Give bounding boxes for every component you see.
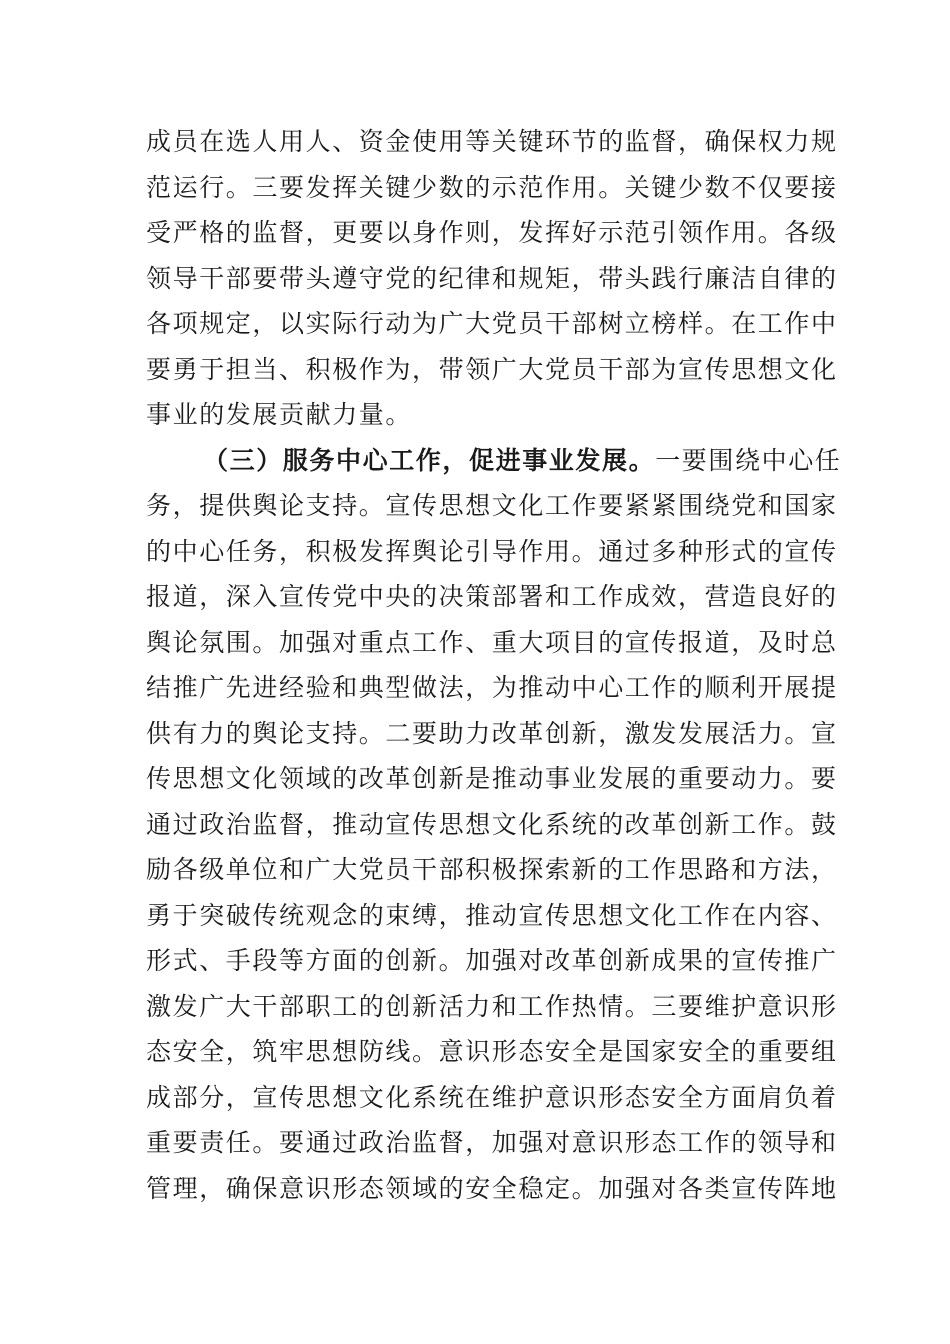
text-line: 态安全，筑牢思想防线。意识形态安全是国家安全的重要组 (146, 1037, 838, 1066)
text-line: 重要责任。要通过政治监督，加强对意识形态工作的领导和 (146, 1128, 838, 1157)
text-line: 励各级单位和广大党员干部积极探索新的工作思路和方法， (146, 855, 838, 884)
text-line: 务，提供舆论支持。宣传思想文化工作要紧紧围绕党和国家 (146, 491, 838, 520)
text-line: 成员在选人用人、资金使用等关键环节的监督，确保权力规 (146, 127, 838, 156)
text-line: 传思想文化领域的改革创新是推动事业发展的重要动力。要 (146, 764, 838, 793)
text-line: 通过政治监督，推动宣传思想文化系统的改革创新工作。鼓 (146, 809, 838, 839)
text-line: 激发广大干部职工的创新活力和工作热情。三要维护意识形 (146, 991, 838, 1021)
text-line: 领导干部要带头遵守党的纪律和规矩，带头践行廉洁自律的 (146, 263, 838, 293)
text-line: 受严格的监督，更要以身作则，发挥好示范引领作用。各级 (146, 218, 838, 247)
text-line: 形式、手段等方面的创新。加强对改革创新成果的宣传推广 (146, 946, 838, 975)
text-line: 结推广先进经验和典型做法，为推动中心工作的顺利开展提 (146, 673, 838, 702)
text-line: 事业的发展贡献力量。 (146, 400, 413, 429)
paragraph-2 (146, 438, 842, 1212)
text-line: 管理，确保意识形态领域的安全稳定。加强对各类宣传阵地 (146, 1173, 838, 1203)
section-heading: （三）服务中心工作，促进事业发展。 (203, 445, 656, 475)
text-line: 报道，深入宣传党中央的决策部署和工作成效，营造良好的 (146, 582, 838, 611)
text-line: 范运行。三要发挥关键少数的示范作用。关键少数不仅要接 (146, 172, 838, 202)
text-line: 的中心任务，积极发挥舆论引导作用。通过多种形式的宣传 (146, 536, 838, 566)
text-line: 要勇于担当、积极作为，带领广大党员干部为宣传思想文化 (146, 354, 838, 384)
text-line: 舆论氛围。加强对重点工作、重大项目的宣传报道，及时总 (146, 627, 838, 657)
text-line: 成部分，宣传思想文化系统在维护意识形态安全方面肩负着 (146, 1082, 838, 1112)
paragraph-first-line (146, 438, 842, 484)
paragraph-1 (146, 119, 838, 438)
text-line: 供有力的舆论支持。二要助力改革创新，激发发展活力。宣 (146, 718, 838, 748)
text-run: 一要围绕中心任 (655, 445, 842, 475)
text-line: 各项规定，以实际行动为广大党员干部树立榜样。在工作中 (146, 309, 838, 338)
text-line: 勇于突破传统观念的束缚，推动宣传思想文化工作在内容、 (146, 900, 838, 930)
document-body (146, 119, 842, 1211)
